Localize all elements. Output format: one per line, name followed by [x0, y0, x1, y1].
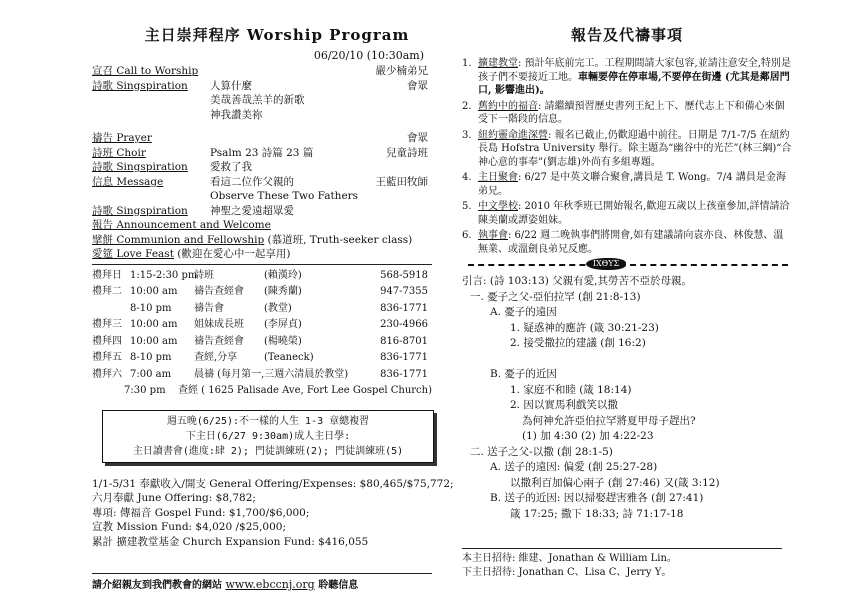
outline-line: B. 送子的近因: 因以掃娶趕害雅各 (創 27:41): [490, 492, 704, 504]
program-row: 詩歌 Singspiration 人算什麼 會眾: [92, 79, 428, 92]
divider-line: [92, 264, 432, 265]
schedule-row: 7:30 pm 查經 ( 1625 Palisade Ave, Fort Lee Gospel Church): [124, 385, 432, 396]
schedule-row: 禮拜日 1:15-2:30 pm 詩班 (賴漢玲) 568-5918: [92, 269, 428, 281]
offering-line: 宣教 Mission Fund: $4,020 /$25,000;: [92, 521, 286, 533]
announcement-item: 2. 舊約中的福音: 請繼續預習歷史書列王紀上下、歷代志上下和備心來個受下一階段的信息。: [462, 100, 785, 125]
usher-line: 本主日招待: 維建、Jonathan & William Lin。: [462, 553, 677, 564]
program-row: 詩歌 Singspiration 愛救了我: [92, 161, 252, 173]
program-row: 美哉善哉羔羊的新歌: [210, 94, 305, 106]
announcement-item: 1. 擴建教堂: 預計年底前完工。工程期間請大家包容,並請注意安全,特別是孩子們不要接近工地。車輛要停在停車場,不要停在街邊 (尤其是鄰居門口, 影響進出)。: [462, 58, 791, 96]
outline-line: 1. 疑惑神的應許 (箴 30:21-23): [510, 321, 659, 334]
announcement-item: 6. 執事會: 6/22 週二晚執事們將開會,如有建議請向袁亦良、林俊慧、溫無業、或溫劍良弟兄反應。: [462, 230, 784, 255]
announcement-item: 5. 中文學校: 2010 年秋季班已開始報名,歡迎五歲以上孩童參加,詳情請洽陳美蘭或譚姿姐妹。: [462, 201, 790, 226]
schedule-row: 8-10 pm 禱告會 (教堂) 836-1771: [130, 302, 428, 314]
announcement-item: 3. 紐約靈命進深營: 報名已截止,仍歡迎過中前往。日期是 7/1-7/5 在紐約長島 Hofstra University 舉行。除主題為“幽谷中的光芒”(林三綱)“合神心意的事奉”(劉志雄)外尚有多組專題。: [462, 129, 792, 168]
offering-line: 累計 擴建教堂基金 Church Expansion Fund: $416,055: [92, 535, 369, 548]
outline-line: A. 送子的遠因: 偏愛 (創 25:27-28): [490, 461, 658, 473]
offering-line: 專項: 傳福音 Gospel Fund: $1,700/$6,000;: [92, 506, 310, 519]
announcement-list: [462, 57, 792, 256]
events-line: 週五晚(6/25):不一樣的人生 1-3 章總複習: [166, 415, 370, 427]
worship-program-column: [92, 24, 454, 549]
usher-line: 下主日招待: Jonathan C、Lisa C、Jerry Y。: [462, 567, 672, 578]
program-list-2: [92, 131, 432, 262]
announcement-item: 4. 主日聚會: 6/27 是中英文聯合聚會,講員是 T. Wong。7/4 講員是金海弟兄。: [462, 172, 786, 197]
outline-line: 2. 接受撒拉的建議 (創 16:2): [510, 337, 646, 349]
program-row-full: 報告 Announcement and Welcome: [92, 219, 271, 231]
events-line: 下主日(6/27 9:30am)成人主日學:: [185, 430, 351, 442]
program-row: 宣召 Call to Worship 嚴少楠弟兄: [92, 65, 428, 77]
program-row-full: 擘餅 Communion and Fellowship (慕道班, Truth-seeker class): [92, 233, 413, 246]
offering-line: 六月奉獻 June Offering: $8,782;: [92, 492, 256, 504]
program-date: 06/20/10 (10:30am): [313, 49, 424, 62]
outline-line: 引言: (詩 103:13) 父親有愛,其勞苦不亞於母親。: [462, 275, 693, 287]
announcements-column: [462, 24, 792, 522]
website-footer: 請介紹親友到我們教會的網站 www.ebccnj.org 聆聽信息: [92, 573, 432, 591]
outline-line: 二. 送子之父-以撒 (創 28:1-5): [470, 445, 613, 458]
schedule-row: 禮拜二 10:00 am 禱告查經會 (陳秀蘭) 947-7355: [92, 286, 428, 297]
outline-line: (1) 加 4:30 (2) 加 4:22-23: [522, 430, 654, 442]
fish-icon: IXΘYΣ: [586, 258, 626, 270]
program-row: 神我讚美祢: [210, 108, 263, 121]
announcements-title: 報告及代禱事項: [570, 26, 683, 44]
schedule-row: 禮拜六 7:00 am 晨禱 (每月第一,三週六清晨於教堂) 836-1771: [92, 368, 428, 380]
schedule-row: 禮拜三 10:00 am 姐妹成長班 (李屏貞) 230-4966: [92, 319, 428, 330]
program-row: 禱告 Prayer 會眾: [92, 132, 428, 144]
schedule-row: 禮拜四 10:00 am 禱告查經會 (楊曉榮) 816-8701: [92, 335, 428, 347]
outline-line: 一. 憂子之父-亞伯拉罕 (創 21:8-13): [470, 290, 641, 303]
outline-line: A. 憂子的遠因: [490, 306, 557, 318]
outline-spacer: [462, 352, 792, 368]
wave-line: [468, 264, 788, 266]
program-row: Observe These Two Fathers: [210, 190, 359, 202]
sermon-outline: [462, 274, 792, 522]
program-row: 詩歌 Singspiration 神聖之愛遠超眾愛: [92, 204, 294, 217]
outline-line: B. 憂子的近因: [490, 368, 557, 380]
offering-summary: [92, 477, 454, 550]
fish-divider: [468, 258, 788, 272]
program-row: 詩班 Choir Psalm 23 詩篇 23 篇 兒童詩班: [92, 146, 428, 159]
outline-line: 2. 因以實馬利戲笑以撒: [510, 399, 618, 411]
events-box: [102, 410, 434, 463]
program-row-full: 愛筵 Love Feast (歡迎在愛心中一起享用): [92, 248, 291, 260]
outline-line: 箴 17:25; 撒下 18:33; 詩 71:17-18: [510, 507, 684, 520]
program-title: 主日崇拜程序 Worship Program: [144, 26, 410, 44]
program-list-1: [92, 64, 432, 122]
offering-line: 1/1-5/31 奉獻收入/開支 General Offering/Expenses: $80,465/$75,772;: [92, 477, 454, 490]
schedule-row: 禮拜五 8-10 pm 查經,分享 (Teaneck) 836-1771: [92, 352, 428, 363]
weekly-schedule: [92, 268, 432, 400]
events-line: 主日讀書會(進度:肆 2); 門徒訓練班(2); 門徒訓練班(5): [132, 445, 404, 457]
outline-line: 以撒利百加偏心兩子 (創 27:46) 又(箴 3:12): [510, 476, 720, 489]
ushers-list: [462, 548, 782, 580]
program-row: 信息 Message 看這二位作父親的 王藍田牧師: [92, 175, 428, 188]
outline-line: 1. 家庭不和睦 (箴 18:14): [510, 383, 632, 396]
website-link[interactable]: www.ebccnj.org: [225, 578, 315, 591]
outline-line: 為何神允許亞伯拉罕將夏甲母子趕出?: [522, 414, 696, 427]
